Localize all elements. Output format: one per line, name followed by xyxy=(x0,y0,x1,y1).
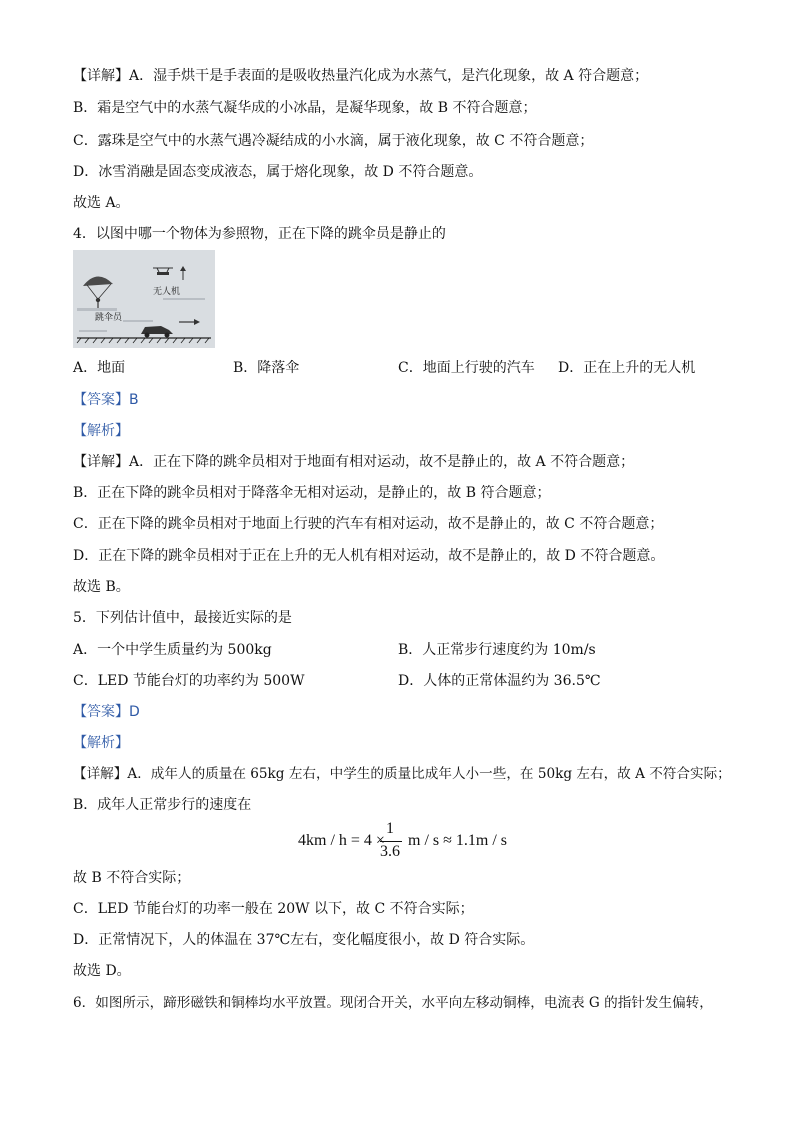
q5-option-d: D．人体的正常体温约为 36.5℃ xyxy=(398,673,601,689)
q5-answer: 【答案】D xyxy=(73,704,140,720)
q5-stem: 5．下列估计值中，最接近实际的是 xyxy=(73,610,292,626)
q4-option-d: D．正在上升的无人机 xyxy=(558,360,696,376)
q6-stem: 6．如图所示，蹄形磁铁和铜棒均水平放置。现闭合开关，水平向左移动铜棒，电流表 G 的指针发生偏转， xyxy=(73,995,713,1011)
formula-left: 4km / h = 4 × xyxy=(298,832,385,849)
q4-option-c: C．地面上行驶的汽车 xyxy=(398,360,535,376)
parachute-scene-illustration xyxy=(73,250,215,348)
q4-figure xyxy=(73,250,215,348)
q4-explain-c: C．正在下降的跳伞员相对于地面上行驶的汽车有相对运动，故不是静止的，故 C 不符合题意； xyxy=(73,516,664,532)
q3-explain-b: B．霜是空气中的水蒸气凝华成的小冰晶，是凝华现象，故 B 不符合题意； xyxy=(73,100,537,116)
q4-answer: 【答案】B xyxy=(73,392,139,408)
q5-choice: 故选 D。 xyxy=(73,963,131,979)
q5-explain-b: B．成年人正常步行的速度在 xyxy=(73,797,252,813)
formula-denominator: 3.6 xyxy=(380,843,400,860)
q4-stem: 4．以图中哪一个物体为参照物，正在下降的跳伞员是静止的 xyxy=(73,226,446,242)
q4-analysis-heading: 【解析】 xyxy=(73,423,129,439)
q5-option-a: A．一个中学生质量约为 500kg xyxy=(73,642,272,658)
q5-explain-a: 【详解】A．成年人的质量在 65kg 左右，中学生的质量比成年人小一些，在 50kg 左右，故 A 不符合实际； xyxy=(73,766,731,782)
q5-explain-c: C．LED 节能台灯的功率一般在 20W 以下，故 C 不符合实际； xyxy=(73,901,474,917)
q5-explain-b-end: 故 B 不符合实际； xyxy=(73,870,191,886)
q3-explain-d: D．冰雪消融是固态变成液态，属于熔化现象，故 D 不符合题意。 xyxy=(73,164,483,180)
q4-option-a: A．地面 xyxy=(73,360,126,376)
q5-analysis-heading: 【解析】 xyxy=(73,735,129,751)
jumper-label: 跳伞员 xyxy=(95,313,123,323)
q5-explain-d: D．正常情况下，人的体温在 37℃左右，变化幅度很小，故 D 符合实际。 xyxy=(73,932,535,948)
q3-explain-a: 【详解】A．湿手烘干是手表面的是吸收热量汽化成为水蒸气，是汽化现象，故 A 符合题意； xyxy=(73,68,649,84)
q3-choice: 故选 A。 xyxy=(73,195,130,211)
q4-option-b: B．降落伞 xyxy=(233,360,300,376)
q4-choice: 故选 B。 xyxy=(73,579,130,595)
q5-option-c: C．LED 节能台灯的功率约为 500W xyxy=(73,673,305,689)
drone-label: 无人机 xyxy=(153,287,181,297)
q4-explain-a: 【详解】A．正在下降的跳伞员相对于地面有相对运动，故不是静止的，故 A 不符合题意； xyxy=(73,454,635,470)
q4-explain-d: D．正在下降的跳伞员相对于正在上升的无人机有相对运动，故不是静止的，故 D 不符合题意。 xyxy=(73,548,665,564)
q4-explain-b: B．正在下降的跳伞员相对于降落伞无相对运动，是静止的，故 B 符合题意； xyxy=(73,485,551,501)
q3-explain-c: C．露珠是空气中的水蒸气遇冷凝结成的小水滴，属于液化现象，故 C 不符合题意； xyxy=(73,133,594,149)
formula-numerator: 1 xyxy=(386,820,394,837)
fraction-bar xyxy=(380,841,402,842)
q5-option-b: B．人正常步行速度约为 10m/s xyxy=(398,642,596,658)
formula-right: m / s ≈ 1.1m / s xyxy=(408,832,508,849)
